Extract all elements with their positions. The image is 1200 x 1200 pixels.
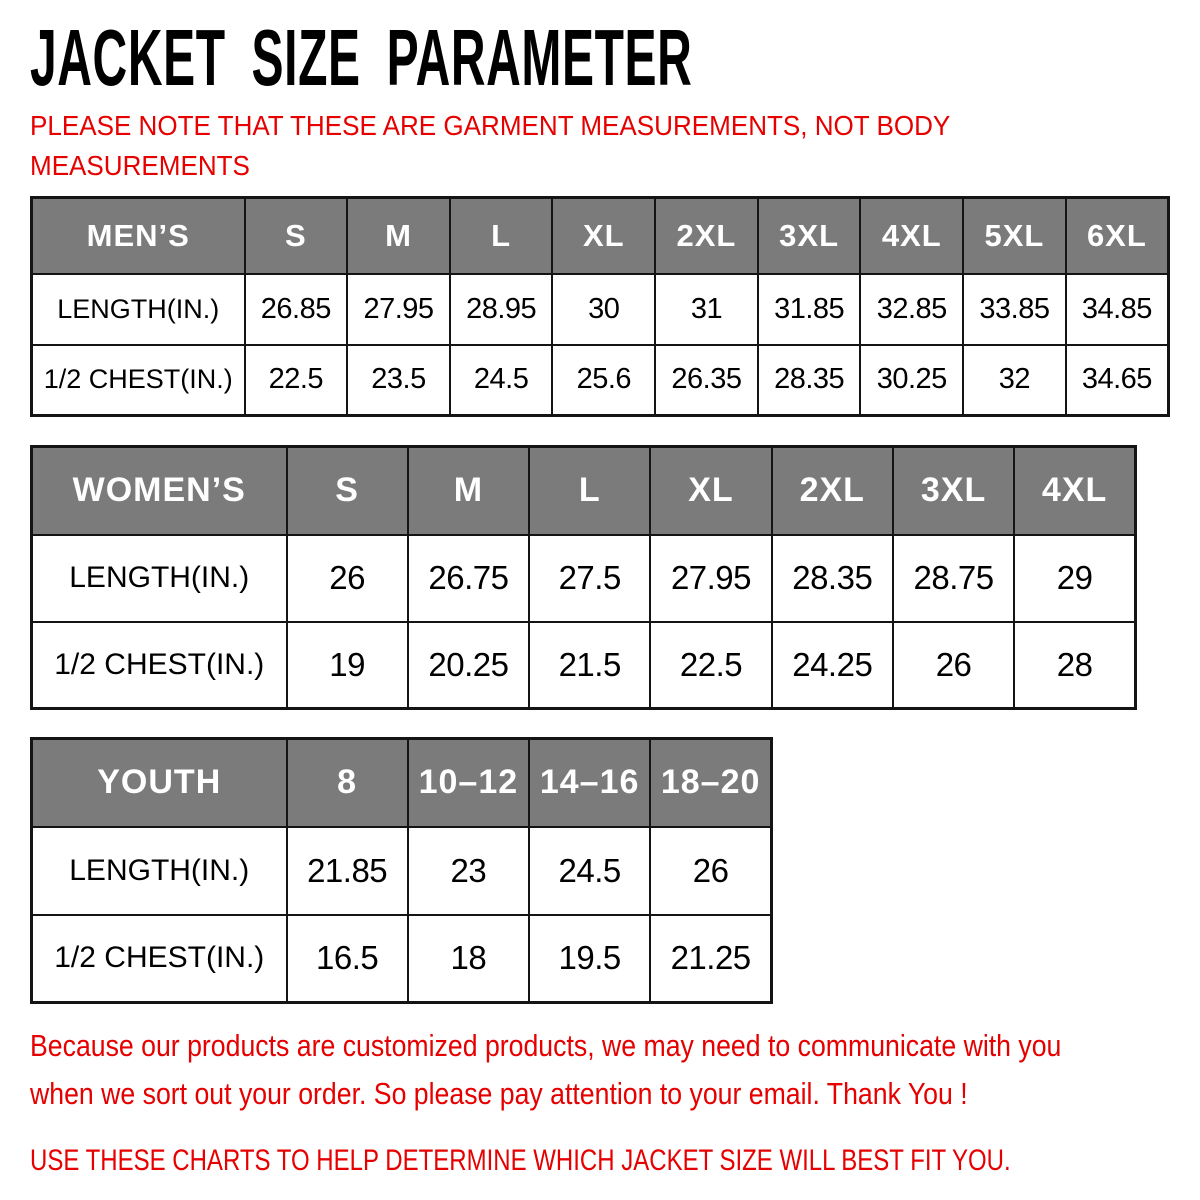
value-cell: 23.5 bbox=[347, 345, 450, 416]
size-header: 5XL bbox=[963, 198, 1066, 274]
value-cell: 26 bbox=[893, 622, 1014, 709]
value-cell: 30.25 bbox=[860, 345, 963, 416]
row-label: 1/2 CHEST(IN.) bbox=[32, 345, 245, 416]
value-cell: 25.6 bbox=[552, 345, 655, 416]
value-cell: 26.75 bbox=[408, 535, 529, 622]
size-header: XL bbox=[650, 447, 771, 535]
size-header: S bbox=[287, 447, 408, 535]
page-title-text: JACKET SIZE PARAMETER bbox=[30, 13, 693, 102]
value-cell: 19.5 bbox=[529, 915, 650, 1003]
mens-length-row bbox=[32, 274, 1169, 345]
youth-table-title: YOUTH bbox=[32, 739, 287, 827]
measurement-note bbox=[30, 106, 1020, 186]
row-label: 1/2 CHEST(IN.) bbox=[32, 622, 287, 709]
value-cell: 21.85 bbox=[287, 827, 408, 915]
value-cell: 22.5 bbox=[245, 345, 348, 416]
row-label: LENGTH(IN.) bbox=[32, 535, 287, 622]
value-cell: 24.5 bbox=[450, 345, 553, 416]
mens-chest-row bbox=[32, 345, 1169, 416]
size-header: 6XL bbox=[1066, 198, 1169, 274]
value-cell: 34.65 bbox=[1066, 345, 1169, 416]
size-header: 8 bbox=[287, 739, 408, 827]
value-cell: 18 bbox=[408, 915, 529, 1003]
measurement-note-line-1: PLEASE NOTE THAT THESE ARE GARMENT MEASUREMENTS, NOT BODY bbox=[30, 110, 951, 141]
value-cell: 27.5 bbox=[529, 535, 650, 622]
size-header: L bbox=[450, 198, 553, 274]
value-cell: 31 bbox=[655, 274, 758, 345]
size-header: 4XL bbox=[1014, 447, 1135, 535]
value-cell: 29 bbox=[1014, 535, 1135, 622]
size-header: M bbox=[347, 198, 450, 274]
size-header: 4XL bbox=[860, 198, 963, 274]
size-header: 18–20 bbox=[650, 739, 771, 827]
womens-header-row bbox=[32, 447, 1136, 535]
row-label: LENGTH(IN.) bbox=[32, 827, 287, 915]
value-cell: 21.25 bbox=[650, 915, 771, 1003]
value-cell: 33.85 bbox=[963, 274, 1066, 345]
value-cell: 26.35 bbox=[655, 345, 758, 416]
customized-note-line-2: when we sort out your order. So please pay attention to your email. Thank You ! bbox=[30, 1076, 968, 1111]
womens-size-table bbox=[30, 445, 1137, 710]
value-cell: 28.95 bbox=[450, 274, 553, 345]
value-cell: 24.5 bbox=[529, 827, 650, 915]
size-header: 3XL bbox=[893, 447, 1014, 535]
youth-header-row bbox=[32, 739, 772, 827]
value-cell: 32.85 bbox=[860, 274, 963, 345]
value-cell: 30 bbox=[552, 274, 655, 345]
mens-header-row bbox=[32, 198, 1169, 274]
value-cell: 20.25 bbox=[408, 622, 529, 709]
value-cell: 19 bbox=[287, 622, 408, 709]
row-label: 1/2 CHEST(IN.) bbox=[32, 915, 287, 1003]
mens-table-title: MEN’S bbox=[32, 198, 245, 274]
size-header: 2XL bbox=[772, 447, 893, 535]
womens-table-title: WOMEN’S bbox=[32, 447, 287, 535]
youth-chest-row bbox=[32, 915, 772, 1003]
value-cell: 28.75 bbox=[893, 535, 1014, 622]
size-header: 10–12 bbox=[408, 739, 529, 827]
value-cell: 27.95 bbox=[650, 535, 771, 622]
row-label: LENGTH(IN.) bbox=[32, 274, 245, 345]
value-cell: 28.35 bbox=[758, 345, 861, 416]
size-header: M bbox=[408, 447, 529, 535]
youth-length-row bbox=[32, 827, 772, 915]
value-cell: 34.85 bbox=[1066, 274, 1169, 345]
customized-products-note bbox=[30, 1022, 1200, 1118]
value-cell: 31.85 bbox=[758, 274, 861, 345]
fit-note: USE THESE CHARTS TO HELP DETERMINE WHICH JACKET SIZE WILL BEST FIT YOU. bbox=[30, 1144, 1011, 1177]
size-header: L bbox=[529, 447, 650, 535]
value-cell: 24.25 bbox=[772, 622, 893, 709]
value-cell: 26 bbox=[650, 827, 771, 915]
page-title bbox=[30, 13, 1134, 102]
womens-length-row bbox=[32, 535, 1136, 622]
youth-size-table bbox=[30, 737, 773, 1004]
measurement-note-line-2: MEASUREMENTS bbox=[30, 150, 250, 181]
value-cell: 21.5 bbox=[529, 622, 650, 709]
value-cell: 26.85 bbox=[245, 274, 348, 345]
customized-note-line-1: Because our products are customized products, we may need to communicate with you bbox=[30, 1028, 1062, 1063]
size-header: 14–16 bbox=[529, 739, 650, 827]
value-cell: 16.5 bbox=[287, 915, 408, 1003]
value-cell: 28.35 bbox=[772, 535, 893, 622]
mens-size-table bbox=[30, 196, 1170, 417]
value-cell: 32 bbox=[963, 345, 1066, 416]
value-cell: 28 bbox=[1014, 622, 1135, 709]
womens-chest-row bbox=[32, 622, 1136, 709]
size-header: S bbox=[245, 198, 348, 274]
size-header: 3XL bbox=[758, 198, 861, 274]
size-header: XL bbox=[552, 198, 655, 274]
size-header: 2XL bbox=[655, 198, 758, 274]
value-cell: 27.95 bbox=[347, 274, 450, 345]
value-cell: 22.5 bbox=[650, 622, 771, 709]
value-cell: 23 bbox=[408, 827, 529, 915]
value-cell: 26 bbox=[287, 535, 408, 622]
footer-notes bbox=[30, 1022, 1200, 1182]
